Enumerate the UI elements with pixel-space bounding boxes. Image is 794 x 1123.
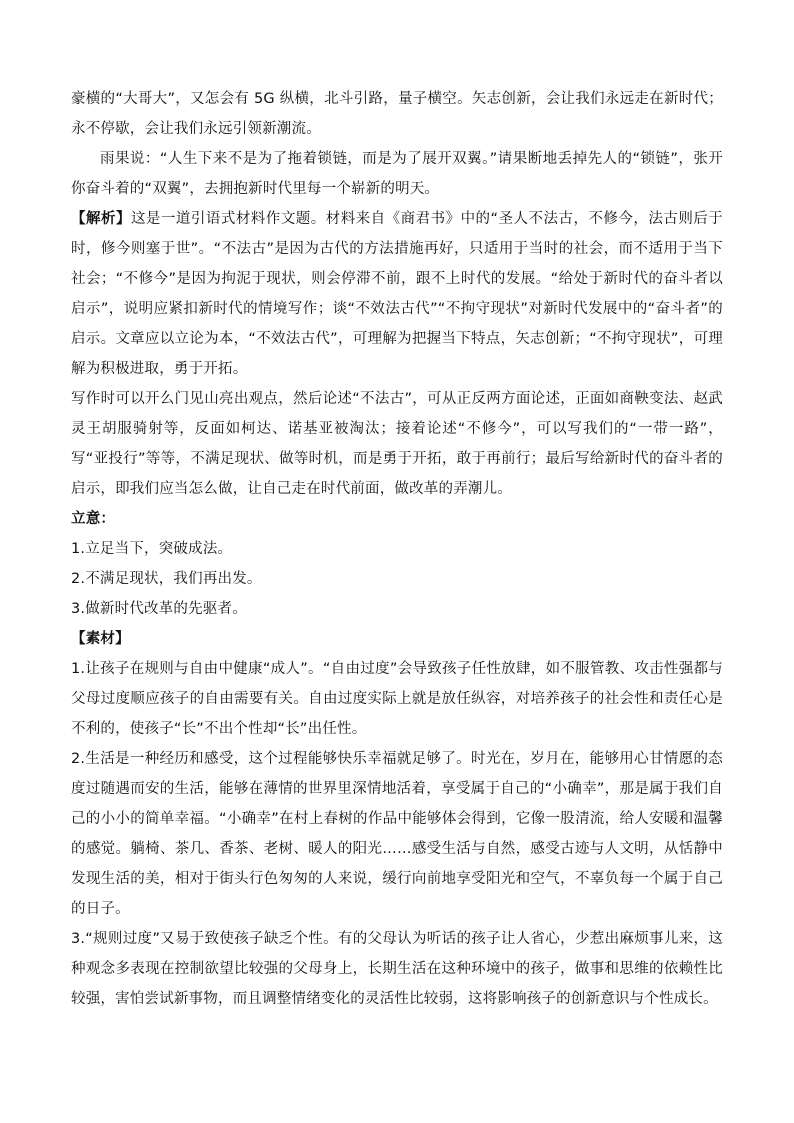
analysis-paragraph-2: 写作时可以开么门见山亮出观点，然后论述“不法古”，可从正反两方面论述，正面如商鞅变法、赵武灵王胡服骑射等，反面如柯达、诺基亚被淘汰；接着论述“不修今”，可以写我们的“一带一路”，写“亚投行”等等，不满足现状、做等时机，而是勇于开拓，敢于再前行；最后写给新时代的奋斗者的启示，即我们应当怎么做，让自己走在时代前面，做改革的弄潮儿。 [71, 391, 723, 497]
analysis-label: 【解析】 [71, 211, 131, 227]
theme-item-2: 2.不满足现状，我们再出发。 [71, 571, 262, 587]
material-item-3: 3.“规则过度”又易于致使孩子缺乏个性。有的父母认为听话的孩子让人省心，少惹出麻烦事儿来，这种观念多表现在控制欲望比较强的父母身上，长期生活在这种环境中的孩子，做事和思维的依赖性比较强，害怕尝试新事物，而且调整情绪变化的灵活性比较弱，这将影响孩子的创新意识与个性成长。 [71, 931, 723, 1007]
essay-paragraph-2: 雨果说：“人生下来不是为了拖着锁链，而是为了展开双翼。”请果断地丢掉先人的“锁链”，张开你奋斗着的“双翼”，去拥抱新时代里每一个崭新的明天。 [71, 151, 723, 197]
material-item-2: 2.生活是一种经历和感受，这个过程能够快乐幸福就足够了。时光在，岁月在，能够用心甘情愿的态度过随遇而安的生活，能够在薄情的世界里深情地活着，享受属于自己的“小确幸”，那是属于我们自己的小小的简单幸福。“小确幸”在村上春树的作品中能够体会得到，它像一股清流，给人安暖和温馨的感觉。躺椅、茶几、香茶、老树、暖人的阳光……感受生活与自然，感受古迹与人文明，从恬静中发现生活的美，相对于街头行色匆匆的人来说，缓行向前地享受阳光和空气，不辜负每一个属于自己的日子。 [71, 751, 723, 917]
analysis-text: 这是一道引语式材料作文题。材料来自《商君书》中的“圣人不法古，不修今，法古则后于时，修今则塞于世”。“不法古”是因为古代的方法措施再好，只适用于当时的社会，而不适用于当下社会；“不修今”是因为拘泥于现状，则会停滞不前，跟不上时代的发展。“给处于新时代的奋斗者以启示”，说明应紧扣新时代的情境写作；谈“不效法古代”“不拘守现状”对新时代发展中的“奋斗者”的启示。文章应以立论为本，“不效法古代”，可理解为把握当下特点，矢志创新；“不拘守现状”，可理解为积极进取，勇于开拓。 [71, 211, 723, 377]
analysis-paragraph [71, 204, 723, 384]
material-item-1: 1.让孩子在规则与自由中健康“成人”。“自由过度”会导致孩子任性放肆，如不服管教、攻击性强都与父母过度顺应孩子的自由需要有关。自由过度实际上就是放任纵容，对培养孩子的社会性和责任心是不利的，使孩子“长”不出个性却“长”出任性。 [71, 661, 723, 737]
theme-item-1: 1.立足当下，突破成法。 [71, 541, 233, 557]
document-page [71, 84, 723, 1014]
material-heading: 【素材】 [71, 631, 130, 647]
essay-paragraph-1: 豪横的“大哥大”，又怎会有 5G 纵横，北斗引路，量子横空。矢志创新，会让我们永远走在新时代；永不停歇，会让我们永远引领新潮流。 [71, 91, 723, 137]
theme-heading: 立意： [71, 511, 116, 527]
theme-item-3: 3.做新时代改革的先驱者。 [71, 601, 247, 617]
